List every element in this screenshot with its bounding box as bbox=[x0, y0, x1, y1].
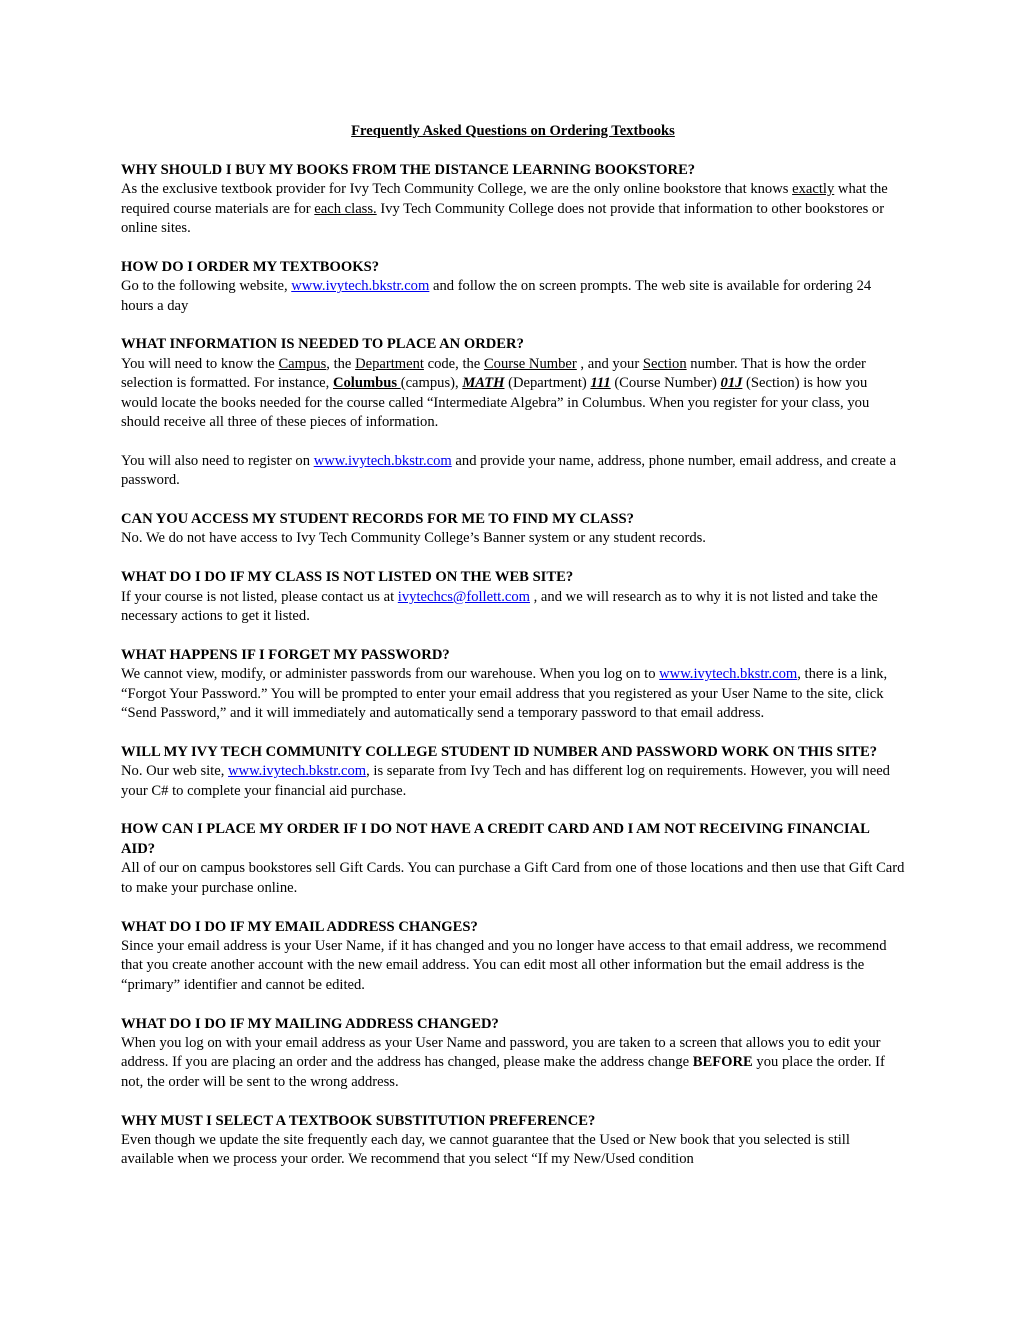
answer-text: , there is a link, “Forgot Your Password.” You will be prompted to enter your email address that you registered as your User Name to the site, click “Send Password,” and it will immediately and automatically send a temporary password to that email address. bbox=[121, 666, 888, 722]
faq-answer-paragraph bbox=[121, 452, 905, 491]
faq-question: WHAT HAPPENS IF I FORGET MY PASSWORD? bbox=[121, 646, 450, 663]
faq-answer bbox=[121, 1034, 905, 1092]
faq-item bbox=[121, 161, 905, 239]
emphasis-before: BEFORE bbox=[692, 1054, 753, 1071]
answer-text: Go to the following website, bbox=[121, 278, 292, 295]
answer-text: (campus), bbox=[400, 375, 463, 392]
answer-text: No. Our web site, bbox=[121, 763, 229, 780]
faq-question: WHAT INFORMATION IS NEEDED TO PLACE AN ORDER? bbox=[121, 336, 524, 353]
answer-text: Ivy Tech Community College does not provide that information to other bookstores or online sites. bbox=[121, 200, 885, 237]
faq-item bbox=[121, 1112, 905, 1170]
answer-text: code, the bbox=[423, 355, 484, 372]
faq-item bbox=[121, 258, 905, 316]
faq-item bbox=[121, 820, 905, 898]
answer-text: , and your bbox=[576, 355, 643, 372]
example-course-number: 111 bbox=[590, 375, 611, 392]
answer-text: and follow the on screen prompts. The web site is available for ordering 24 hours a day bbox=[121, 278, 872, 314]
faq-question: CAN YOU ACCESS MY STUDENT RECORDS FOR ME TO FIND MY CLASS? bbox=[121, 511, 634, 528]
bookstore-website-link[interactable]: www.ivytech.bkstr.com bbox=[313, 452, 452, 469]
answer-text: If your course is not listed, please contact us at bbox=[121, 588, 398, 605]
faq-answer: All of our on campus bookstores sell Gift Cards. You can purchase a Gift Card from one of those locations and then use that Gift Card to make your purchase online. bbox=[121, 860, 905, 896]
document-page bbox=[121, 122, 905, 1189]
bookstore-website-link[interactable]: www.ivytech.bkstr.com bbox=[659, 666, 798, 683]
answer-text: , and we will research as to why it is not listed and take the necessary actions to get it listed. bbox=[121, 588, 878, 625]
example-department: MATH bbox=[462, 375, 505, 392]
example-campus: Columbus bbox=[332, 375, 401, 392]
answer-text: and provide your name, address, phone number, email address, and create a password. bbox=[121, 452, 897, 489]
faq-item bbox=[121, 1015, 905, 1093]
example-section: 01J bbox=[720, 375, 743, 392]
faq-question: WHAT DO I DO IF MY CLASS IS NOT LISTED ON THE WEB SITE? bbox=[121, 569, 574, 586]
faq-answer: Even though we update the site frequently each day, we cannot guarantee that the Used or New book that you selected is still available when we process your order. We recommend that you select “If my New/Used condition bbox=[121, 1131, 850, 1168]
support-email-link[interactable]: ivytechcs@follett.com bbox=[397, 588, 530, 605]
answer-text: When you log on with your email address as your User Name and password, you are taken to a screen that allows you to edit your address. If you are placing an order and the address has changed, please make the address change bbox=[121, 1034, 881, 1071]
term-section: Section bbox=[642, 355, 687, 372]
answer-text: As the exclusive textbook provider for Ivy Tech Community College, we are the only online bookstore that knows bbox=[121, 181, 789, 198]
answer-text: You will need to know the bbox=[121, 355, 279, 372]
faq-answer bbox=[121, 588, 905, 627]
faq-item bbox=[121, 743, 905, 801]
answer-text: (Section) is how you would locate the books needed for the course called “Intermediate Algebra” in Columbus. When you register for your class, you should receive all three of these pieces of information. bbox=[121, 375, 870, 431]
answer-text: (Department) bbox=[504, 375, 591, 392]
answer-text: (Course Number) bbox=[610, 375, 721, 392]
faq-item bbox=[121, 510, 905, 549]
bookstore-website-link[interactable]: www.ivytech.bkstr.com bbox=[291, 278, 430, 295]
faq-item bbox=[121, 335, 905, 490]
faq-answer: Since your email address is your User Name, if it has changed and you no longer have access to that email address, we recommend that you create another account with the new email address. You can edit most all other information but the email address is the “primary” identifier and cannot be edited. bbox=[121, 937, 887, 993]
bookstore-website-link[interactable]: www.ivytech.bkstr.com bbox=[228, 763, 367, 780]
answer-text: We cannot view, modify, or administer passwords from our warehouse. When you log on to bbox=[121, 666, 660, 683]
answer-text: what the required course materials are for bbox=[121, 181, 888, 217]
answer-text: , the bbox=[326, 355, 356, 372]
faq-item bbox=[121, 646, 905, 724]
answer-text: you place the order. If not, the order will be sent to the wrong address. bbox=[121, 1054, 885, 1090]
answer-text: number. That is how the order selection is formatted. For instance, bbox=[121, 355, 866, 392]
document-title: Frequently Asked Questions on Ordering Textbooks bbox=[351, 123, 675, 139]
faq-question: WHAT DO I DO IF MY EMAIL ADDRESS CHANGES? bbox=[121, 918, 478, 935]
faq-question: HOW CAN I PLACE MY ORDER IF I DO NOT HAVE A CREDIT CARD AND I AM NOT RECEIVING FINANCIAL AID? bbox=[121, 821, 870, 857]
faq-answer bbox=[121, 355, 905, 433]
term-department: Department bbox=[355, 355, 424, 372]
faq-question: WHY MUST I SELECT A TEXTBOOK SUBSTITUTION PREFERENCE? bbox=[121, 1112, 596, 1129]
answer-text: , is separate from Ivy Tech and has different log on requirements. However, you will need your C# to complete your financial aid purchase. bbox=[121, 763, 890, 799]
emphasis-each-class: each class. bbox=[314, 200, 377, 217]
faq-answer bbox=[121, 762, 905, 801]
term-course-number: Course Number bbox=[483, 355, 577, 372]
faq-item bbox=[121, 568, 905, 626]
faq-question: WILL MY IVY TECH COMMUNITY COLLEGE STUDENT ID NUMBER AND PASSWORD WORK ON THIS SITE? bbox=[121, 743, 878, 760]
faq-question: HOW DO I ORDER MY TEXTBOOKS? bbox=[121, 258, 379, 275]
emphasis-exactly: exactly bbox=[792, 181, 835, 198]
faq-answer bbox=[121, 665, 905, 723]
term-campus: Campus bbox=[278, 355, 327, 372]
faq-question: WHAT DO I DO IF MY MAILING ADDRESS CHANGED? bbox=[121, 1015, 499, 1032]
faq-answer bbox=[121, 277, 905, 316]
answer-text: You will also need to register on bbox=[121, 452, 314, 469]
faq-item bbox=[121, 918, 905, 996]
faq-answer bbox=[121, 180, 905, 238]
faq-answer: No. We do not have access to Ivy Tech Community College’s Banner system or any student records. bbox=[121, 530, 706, 547]
faq-question: WHY SHOULD I BUY MY BOOKS FROM THE DISTANCE LEARNING BOOKSTORE? bbox=[121, 161, 696, 178]
